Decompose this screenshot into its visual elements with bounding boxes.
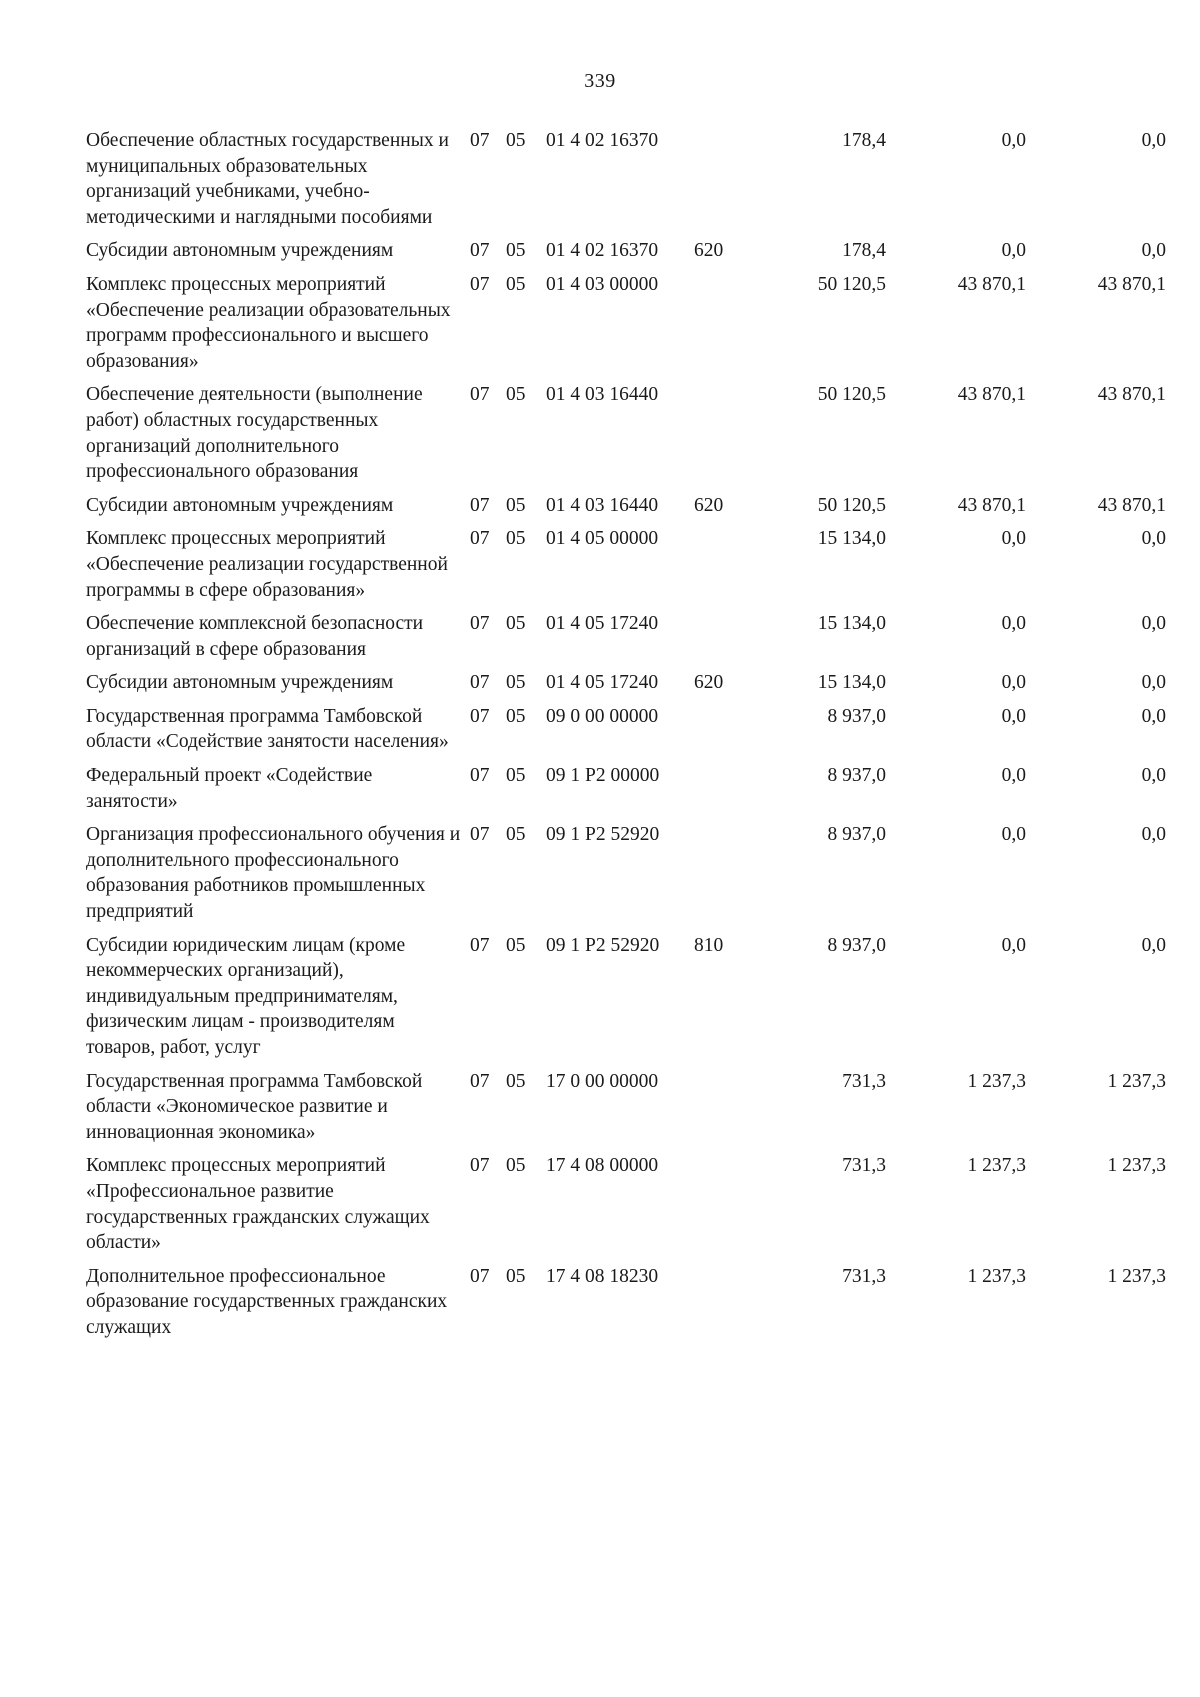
row-subsection: 05 bbox=[506, 672, 526, 694]
table-row bbox=[86, 933, 1166, 1069]
row-expense-type bbox=[694, 763, 746, 822]
row-amount-year-2: 1 237,3 bbox=[967, 1265, 1026, 1287]
row-amount-year-2: 43 870,1 bbox=[957, 273, 1026, 295]
row-amount-year-1: 731,3 bbox=[842, 1155, 886, 1177]
row-subsection: 05 bbox=[506, 934, 526, 956]
row-target-article: 01 4 02 16370 bbox=[546, 130, 659, 151]
row-target-article: 01 4 05 17240 bbox=[546, 613, 659, 635]
row-amount-year-3: 0,0 bbox=[1141, 765, 1166, 787]
row-expense-type: 810 bbox=[694, 934, 724, 956]
table-body bbox=[86, 128, 1166, 1349]
table-row bbox=[86, 1264, 1166, 1349]
row-expense-type bbox=[694, 1264, 746, 1349]
row-section: 07 bbox=[470, 1070, 490, 1092]
row-name: Обеспечение комплексной безопасности организаций в сфере образования bbox=[86, 613, 424, 660]
budget-table bbox=[86, 128, 1166, 1349]
row-amount-year-1: 50 120,5 bbox=[817, 273, 886, 295]
row-amount-year-2: 1 237,3 bbox=[967, 1155, 1026, 1177]
row-expense-type bbox=[694, 526, 746, 611]
row-amount-year-2: 0,0 bbox=[1001, 528, 1026, 550]
row-name: Субсидии автономным учреждениям bbox=[86, 240, 394, 262]
table-row bbox=[86, 670, 1166, 704]
row-section: 07 bbox=[470, 273, 490, 295]
row-target-article: 17 0 00 00000 bbox=[546, 1070, 659, 1092]
row-section: 07 bbox=[470, 1155, 490, 1177]
row-amount-year-2: 0,0 bbox=[1001, 705, 1026, 727]
table-row bbox=[86, 382, 1166, 492]
row-subsection: 05 bbox=[506, 273, 526, 295]
row-subsection: 05 bbox=[506, 824, 526, 846]
table-row bbox=[86, 1069, 1166, 1154]
table-row bbox=[86, 822, 1166, 932]
row-section: 07 bbox=[470, 130, 490, 151]
row-name: Государственная программа Тамбовской области «Экономическое развитие и инновационная экономика» bbox=[86, 1070, 423, 1143]
row-name: Субсидии юридическим лицам (кроме некоммерческих организаций), индивидуальным предпринимателям, физическим лицам - производителям товаров, работ, услуг bbox=[86, 934, 406, 1058]
row-subsection: 05 bbox=[506, 1265, 526, 1287]
row-amount-year-1: 50 120,5 bbox=[817, 494, 886, 516]
row-amount-year-1: 178,4 bbox=[842, 240, 886, 262]
row-target-article: 01 4 03 00000 bbox=[546, 273, 659, 295]
row-target-article: 01 4 05 00000 bbox=[546, 528, 659, 550]
row-amount-year-2: 0,0 bbox=[1001, 240, 1026, 262]
row-amount-year-1: 15 134,0 bbox=[817, 528, 886, 550]
row-amount-year-3: 0,0 bbox=[1141, 672, 1166, 694]
row-name: Государственная программа Тамбовской области «Содействие занятости населения» bbox=[86, 705, 449, 753]
row-section: 07 bbox=[470, 384, 490, 406]
row-amount-year-3: 0,0 bbox=[1141, 613, 1166, 635]
row-amount-year-3: 43 870,1 bbox=[1097, 273, 1166, 295]
row-section: 07 bbox=[470, 528, 490, 550]
row-name: Дополнительное профессиональное образование государственных гражданских служащих bbox=[86, 1265, 448, 1338]
page-number: 339 bbox=[584, 70, 616, 92]
row-expense-type bbox=[694, 822, 746, 932]
row-amount-year-2: 43 870,1 bbox=[957, 494, 1026, 516]
row-name: Комплекс процессных мероприятий «Обеспечение реализации государственной программы в сфере образования» bbox=[86, 528, 448, 601]
row-expense-type bbox=[694, 128, 746, 238]
row-name: Субсидии автономным учреждениям bbox=[86, 672, 394, 694]
row-amount-year-1: 8 937,0 bbox=[827, 705, 886, 727]
row-section: 07 bbox=[470, 824, 490, 846]
row-amount-year-2: 0,0 bbox=[1001, 130, 1026, 151]
table-row bbox=[86, 526, 1166, 611]
row-target-article: 17 4 08 00000 bbox=[546, 1155, 659, 1177]
row-target-article: 09 1 P2 00000 bbox=[546, 765, 660, 787]
row-subsection: 05 bbox=[506, 1155, 526, 1177]
row-name: Комплекс процессных мероприятий «Профессиональное развитие государственных гражданских служащих области» bbox=[86, 1155, 430, 1254]
row-expense-type bbox=[694, 704, 746, 763]
row-amount-year-3: 0,0 bbox=[1141, 130, 1166, 151]
row-name: Обеспечение областных государственных и муниципальных образовательных организаций учебниками, учебно-методическими и наглядными пособиями bbox=[86, 130, 449, 228]
row-target-article: 01 4 03 16440 bbox=[546, 384, 659, 406]
table-row bbox=[86, 704, 1166, 763]
row-subsection: 05 bbox=[506, 528, 526, 550]
row-subsection: 05 bbox=[506, 1070, 526, 1092]
row-name: Федеральный проект «Содействие занятости» bbox=[86, 765, 373, 812]
row-amount-year-2: 1 237,3 bbox=[967, 1070, 1026, 1092]
row-amount-year-2: 0,0 bbox=[1001, 765, 1026, 787]
row-expense-type: 620 bbox=[694, 494, 724, 516]
row-subsection: 05 bbox=[506, 494, 526, 516]
row-name: Организация профессионального обучения и дополнительного профессионального образования работников промышленных предприятий bbox=[86, 824, 461, 923]
row-expense-type: 620 bbox=[694, 240, 724, 262]
table-row bbox=[86, 493, 1166, 527]
row-section: 07 bbox=[470, 934, 490, 956]
row-amount-year-1: 50 120,5 bbox=[817, 384, 886, 406]
row-amount-year-1: 731,3 bbox=[842, 1070, 886, 1092]
row-section: 07 bbox=[470, 613, 490, 635]
row-subsection: 05 bbox=[506, 613, 526, 635]
row-section: 07 bbox=[470, 705, 490, 727]
table-row bbox=[86, 611, 1166, 670]
table-row bbox=[86, 272, 1166, 382]
row-expense-type bbox=[694, 382, 746, 492]
row-target-article: 01 4 02 16370 bbox=[546, 240, 659, 262]
row-amount-year-1: 15 134,0 bbox=[817, 613, 886, 635]
row-amount-year-1: 15 134,0 bbox=[817, 672, 886, 694]
row-amount-year-2: 0,0 bbox=[1001, 824, 1026, 846]
row-target-article: 17 4 08 18230 bbox=[546, 1265, 659, 1287]
row-subsection: 05 bbox=[506, 765, 526, 787]
row-section: 07 bbox=[470, 1265, 490, 1287]
row-amount-year-3: 1 237,3 bbox=[1107, 1155, 1166, 1177]
row-amount-year-1: 8 937,0 bbox=[827, 934, 886, 956]
row-expense-type bbox=[694, 611, 746, 670]
table-row bbox=[86, 1153, 1166, 1263]
row-target-article: 01 4 03 16440 bbox=[546, 494, 659, 516]
table-row bbox=[86, 128, 1166, 238]
row-section: 07 bbox=[470, 765, 490, 787]
row-target-article: 09 1 P2 52920 bbox=[546, 934, 660, 956]
row-amount-year-3: 0,0 bbox=[1141, 528, 1166, 550]
table-row bbox=[86, 763, 1166, 822]
row-section: 07 bbox=[470, 672, 490, 694]
row-subsection: 05 bbox=[506, 240, 526, 262]
row-amount-year-2: 43 870,1 bbox=[957, 384, 1026, 406]
row-amount-year-1: 8 937,0 bbox=[827, 824, 886, 846]
row-target-article: 09 1 P2 52920 bbox=[546, 824, 660, 846]
row-name: Обеспечение деятельности (выполнение работ) областных государственных организаций дополнительного профессионального образования bbox=[86, 384, 423, 483]
row-expense-type bbox=[694, 1153, 746, 1263]
row-amount-year-3: 0,0 bbox=[1141, 934, 1166, 956]
row-amount-year-3: 43 870,1 bbox=[1097, 384, 1166, 406]
row-subsection: 05 bbox=[506, 384, 526, 406]
row-amount-year-1: 8 937,0 bbox=[827, 765, 886, 787]
row-section: 07 bbox=[470, 240, 490, 262]
row-amount-year-3: 43 870,1 bbox=[1097, 494, 1166, 516]
row-amount-year-3: 0,0 bbox=[1141, 240, 1166, 262]
row-section: 07 bbox=[470, 494, 490, 516]
row-name: Субсидии автономным учреждениям bbox=[86, 494, 394, 516]
row-target-article: 01 4 05 17240 bbox=[546, 672, 659, 694]
table-row bbox=[86, 238, 1166, 272]
row-amount-year-3: 1 237,3 bbox=[1107, 1265, 1166, 1287]
row-amount-year-2: 0,0 bbox=[1001, 613, 1026, 635]
row-amount-year-1: 178,4 bbox=[842, 130, 886, 151]
row-amount-year-2: 0,0 bbox=[1001, 672, 1026, 694]
row-name: Комплекс процессных мероприятий «Обеспечение реализации образовательных программ профессионального и высшего образования» bbox=[86, 273, 451, 372]
row-subsection: 05 bbox=[506, 130, 526, 151]
row-expense-type: 620 bbox=[694, 672, 724, 694]
row-subsection: 05 bbox=[506, 705, 526, 727]
row-expense-type bbox=[694, 272, 746, 382]
row-target-article: 09 0 00 00000 bbox=[546, 705, 659, 727]
row-amount-year-3: 0,0 bbox=[1141, 705, 1166, 727]
row-expense-type bbox=[694, 1069, 746, 1154]
row-amount-year-1: 731,3 bbox=[842, 1265, 886, 1287]
row-amount-year-3: 0,0 bbox=[1141, 824, 1166, 846]
row-amount-year-2: 0,0 bbox=[1001, 934, 1026, 956]
row-amount-year-3: 1 237,3 bbox=[1107, 1070, 1166, 1092]
